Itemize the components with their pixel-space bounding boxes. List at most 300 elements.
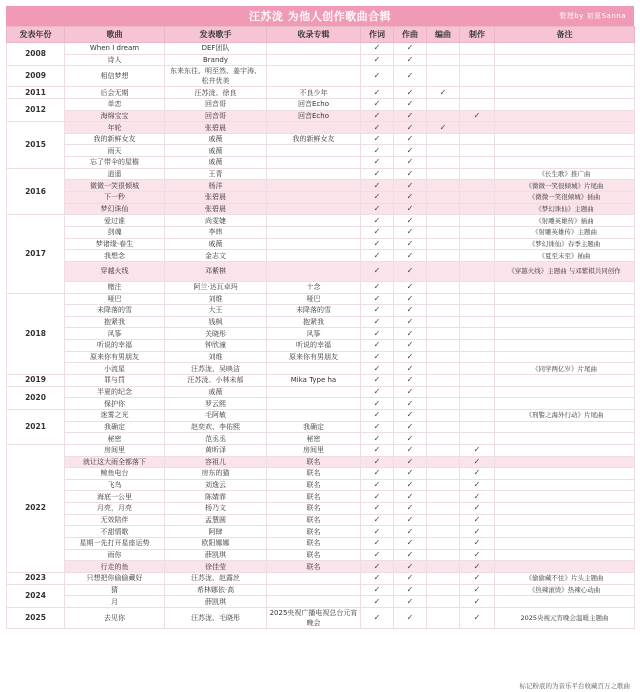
arrangement-check-cell [427, 468, 460, 480]
lyrics-check-cell [361, 433, 394, 445]
production-check-cell [460, 98, 495, 110]
composition-check-cell [394, 215, 427, 227]
lyrics-check-cell [361, 584, 394, 596]
check-icon: ✓ [406, 398, 414, 408]
composition-check-cell [394, 363, 427, 375]
check-icon: ✓ [439, 87, 447, 97]
lyrics-check-cell [361, 607, 394, 628]
check-icon: ✓ [373, 134, 381, 144]
composition-check-cell [394, 293, 427, 305]
table-row [7, 54, 635, 66]
song-cell: 我确定 [65, 421, 165, 433]
check-icon: ✓ [373, 266, 381, 276]
composition-check-cell [394, 168, 427, 180]
arrangement-check-cell [427, 54, 460, 66]
table-row [7, 479, 635, 491]
production-check-cell [460, 503, 495, 515]
check-icon: ✓ [373, 612, 381, 622]
song-cell: 抱紧我 [65, 316, 165, 328]
lyrics-check-cell [361, 503, 394, 515]
check-icon: ✓ [373, 526, 381, 536]
check-icon: ✓ [373, 71, 381, 81]
note-cell: 《微微一笑很倾城》插曲 [495, 192, 635, 204]
composition-check-cell [394, 607, 427, 628]
table-row [7, 215, 635, 227]
check-icon: ✓ [406, 180, 414, 190]
arrangement-check-cell [427, 491, 460, 503]
check-icon: ✓ [373, 43, 381, 53]
production-check-cell [460, 491, 495, 503]
header-row [7, 27, 635, 43]
composition-check-cell [394, 561, 427, 573]
arrangement-check-cell [427, 122, 460, 134]
check-icon: ✓ [406, 526, 414, 536]
composition-check-cell [394, 157, 427, 169]
check-icon: ✓ [406, 538, 414, 548]
header-song: 歌曲 [65, 27, 165, 43]
song-cell: 鲸鱼电台 [65, 468, 165, 480]
note-cell [495, 386, 635, 398]
singer-cell: 希林娜依·高 [165, 584, 267, 596]
lyrics-check-cell [361, 66, 394, 87]
album-cell: 联名 [267, 526, 361, 538]
check-icon: ✓ [406, 433, 414, 443]
arrangement-check-cell [427, 596, 460, 608]
album-cell [267, 203, 361, 215]
singer-cell: 汪苏泷、吴映洁 [165, 363, 267, 375]
composition-check-cell [394, 238, 427, 250]
lyrics-check-cell [361, 215, 394, 227]
arrangement-check-cell [427, 328, 460, 340]
production-check-cell [460, 203, 495, 215]
singer-cell: 张碧晨 [165, 122, 267, 134]
album-cell: 风筝 [267, 328, 361, 340]
production-check-cell [460, 43, 495, 55]
song-cell: 听说的幸福 [65, 340, 165, 352]
production-check-cell [460, 281, 495, 293]
note-cell [495, 87, 635, 99]
table-row [7, 180, 635, 192]
song-cell: 诗人 [65, 54, 165, 66]
note-cell [495, 526, 635, 538]
check-icon: ✓ [473, 596, 481, 606]
year-cell: 2011 [7, 87, 65, 99]
check-icon: ✓ [373, 110, 381, 120]
table-row [7, 87, 635, 99]
arrangement-check-cell [427, 157, 460, 169]
album-cell [267, 261, 361, 281]
check-icon: ✓ [406, 491, 414, 501]
check-icon: ✓ [406, 596, 414, 606]
album-cell: 联名 [267, 561, 361, 573]
album-cell: 抱紧我 [267, 316, 361, 328]
album-cell: 回音Echo [267, 98, 361, 110]
lyrics-check-cell [361, 491, 394, 503]
note-cell: 《热辣滚烫》热辣心动曲 [495, 584, 635, 596]
check-icon: ✓ [473, 491, 481, 501]
table-row [7, 261, 635, 281]
production-check-cell [460, 122, 495, 134]
production-check-cell [460, 409, 495, 421]
album-cell: 原来你有男朋友 [267, 351, 361, 363]
song-cell: 穿越火线 [65, 261, 165, 281]
album-cell: 不良少年 [267, 87, 361, 99]
note-cell: 《梦幻诛仙》春季主题曲 [495, 238, 635, 250]
arrangement-check-cell [427, 281, 460, 293]
album-cell [267, 192, 361, 204]
singer-cell: 大王 [165, 305, 267, 317]
table-row [7, 145, 635, 157]
lyrics-check-cell [361, 168, 394, 180]
singer-cell: 薛凯琪 [165, 549, 267, 561]
check-icon: ✓ [373, 238, 381, 248]
check-icon: ✓ [406, 375, 414, 385]
check-icon: ✓ [473, 515, 481, 525]
album-cell [267, 43, 361, 55]
check-icon: ✓ [373, 491, 381, 501]
lyrics-check-cell [361, 398, 394, 410]
note-cell: 2025央视元宵晚会温暖主题曲 [495, 607, 635, 628]
singer-cell: 钟欣潼 [165, 340, 267, 352]
lyrics-check-cell [361, 456, 394, 468]
arrangement-check-cell [427, 180, 460, 192]
production-check-cell [460, 421, 495, 433]
check-icon: ✓ [406, 282, 414, 292]
song-cell: 雨天 [65, 145, 165, 157]
composition-check-cell [394, 526, 427, 538]
check-icon: ✓ [373, 410, 381, 420]
arrangement-check-cell [427, 433, 460, 445]
arrangement-check-cell [427, 192, 460, 204]
table-row [7, 561, 635, 573]
composition-check-cell [394, 514, 427, 526]
composition-check-cell [394, 66, 427, 87]
album-cell: 联名 [267, 479, 361, 491]
composition-check-cell [394, 180, 427, 192]
page-title: 汪苏泷 为他人创作歌曲合辑 [248, 10, 392, 23]
note-cell [495, 375, 635, 387]
note-cell [495, 479, 635, 491]
check-icon: ✓ [373, 456, 381, 466]
table-row [7, 549, 635, 561]
check-icon: ✓ [406, 445, 414, 455]
table-row [7, 398, 635, 410]
check-icon: ✓ [406, 363, 414, 373]
table-row [7, 316, 635, 328]
check-icon: ✓ [406, 305, 414, 315]
singer-cell: 黄昕泽 [165, 444, 267, 456]
song-cell: 我的新鲜女友 [65, 133, 165, 145]
album-cell [267, 238, 361, 250]
production-check-cell [460, 305, 495, 317]
singer-cell: Brandy [165, 54, 267, 66]
album-cell: 2025央视广播电视总台元宵晚会 [267, 607, 361, 628]
composition-check-cell [394, 596, 427, 608]
album-cell [267, 145, 361, 157]
lyrics-check-cell [361, 180, 394, 192]
check-icon: ✓ [406, 99, 414, 109]
year-cell: 2018 [7, 293, 65, 374]
singer-cell: 刘维 [165, 351, 267, 363]
table-row [7, 203, 635, 215]
arrangement-check-cell [427, 607, 460, 628]
check-icon: ✓ [473, 549, 481, 559]
table-row [7, 468, 635, 480]
check-icon: ✓ [473, 561, 481, 571]
song-cell: 雨你 [65, 549, 165, 561]
table-row [7, 386, 635, 398]
check-icon: ✓ [406, 386, 414, 396]
album-cell: 回音Echo [267, 110, 361, 122]
composition-check-cell [394, 351, 427, 363]
arrangement-check-cell [427, 250, 460, 262]
song-cell: 不甜情歌 [65, 526, 165, 538]
note-cell [495, 157, 635, 169]
singer-cell: 杨洋 [165, 180, 267, 192]
song-cell: 相信梦想 [65, 66, 165, 87]
singer-cell: 范丞丞 [165, 433, 267, 445]
production-check-cell [460, 87, 495, 99]
composition-check-cell [394, 250, 427, 262]
singer-cell: 金志文 [165, 250, 267, 262]
note-cell [495, 43, 635, 55]
header-composition: 作曲 [394, 27, 427, 43]
production-check-cell [460, 572, 495, 584]
table-row [7, 110, 635, 122]
song-cell: 原来你有男朋友 [65, 351, 165, 363]
header-lyrics: 作词 [361, 27, 394, 43]
arrangement-check-cell [427, 409, 460, 421]
table-row [7, 133, 635, 145]
album-cell: 联名 [267, 514, 361, 526]
song-cell: 飞鸟 [65, 479, 165, 491]
album-cell [267, 180, 361, 192]
singer-cell: 薛凯琪 [165, 596, 267, 608]
check-icon: ✓ [373, 204, 381, 213]
check-icon: ✓ [473, 110, 481, 120]
check-icon: ✓ [373, 215, 381, 225]
album-cell: 秘密 [267, 433, 361, 445]
table-row [7, 491, 635, 503]
singer-cell: 王青 [165, 168, 267, 180]
composition-check-cell [394, 409, 427, 421]
arrangement-check-cell [427, 43, 460, 55]
composition-check-cell [394, 549, 427, 561]
song-cell: 星期一先打开星座运势 [65, 537, 165, 549]
check-icon: ✓ [406, 250, 414, 260]
check-icon: ✓ [373, 305, 381, 315]
lyrics-check-cell [361, 192, 394, 204]
production-check-cell [460, 180, 495, 192]
composition-check-cell [394, 226, 427, 238]
lyrics-check-cell [361, 87, 394, 99]
note-cell [495, 561, 635, 573]
header-year: 发表年份 [7, 27, 65, 43]
composition-check-cell [394, 468, 427, 480]
check-icon: ✓ [373, 250, 381, 260]
table-row [7, 250, 635, 262]
check-icon: ✓ [373, 87, 381, 97]
singer-cell: 阿肆 [165, 526, 267, 538]
singer-cell: 尚雯婕 [165, 215, 267, 227]
check-icon: ✓ [373, 503, 381, 513]
production-check-cell [460, 340, 495, 352]
singer-cell: 汪苏泷、赵露丝 [165, 572, 267, 584]
lyrics-check-cell [361, 549, 394, 561]
table-row [7, 157, 635, 169]
check-icon: ✓ [373, 538, 381, 548]
arrangement-check-cell [427, 66, 460, 87]
composition-check-cell [394, 122, 427, 134]
album-cell [267, 54, 361, 66]
song-cell: 梦诸缘·春生 [65, 238, 165, 250]
song-cell: 海绵宝宝 [65, 110, 165, 122]
arrangement-check-cell [427, 456, 460, 468]
singer-cell: 徐佳莹 [165, 561, 267, 573]
check-icon: ✓ [406, 134, 414, 144]
table-row [7, 596, 635, 608]
composition-check-cell [394, 398, 427, 410]
lyrics-check-cell [361, 537, 394, 549]
arrangement-check-cell [427, 203, 460, 215]
singer-cell: 回音哥 [165, 110, 267, 122]
singer-cell: 汪苏泷、徐良 [165, 87, 267, 99]
year-cell: 2017 [7, 215, 65, 293]
arrangement-check-cell [427, 526, 460, 538]
check-icon: ✓ [406, 169, 414, 179]
note-cell [495, 596, 635, 608]
lyrics-check-cell [361, 226, 394, 238]
arrangement-check-cell [427, 375, 460, 387]
composition-check-cell [394, 386, 427, 398]
arrangement-check-cell [427, 503, 460, 515]
composition-check-cell [394, 491, 427, 503]
note-cell [495, 98, 635, 110]
check-icon: ✓ [406, 503, 414, 513]
note-cell [495, 421, 635, 433]
song-cell: 年轮 [65, 122, 165, 134]
note-cell: 《长生歌》推广曲 [495, 168, 635, 180]
table-row [7, 168, 635, 180]
composition-check-cell [394, 98, 427, 110]
composition-check-cell [394, 328, 427, 340]
lyrics-check-cell [361, 351, 394, 363]
album-cell: 未降落的雪 [267, 305, 361, 317]
note-cell [495, 145, 635, 157]
table-row [7, 503, 635, 515]
production-check-cell [460, 514, 495, 526]
composition-check-cell [394, 572, 427, 584]
composition-check-cell [394, 133, 427, 145]
note-cell [495, 491, 635, 503]
check-icon: ✓ [406, 54, 414, 64]
song-cell: 我想念 [65, 250, 165, 262]
album-cell [267, 122, 361, 134]
header-singer: 发表歌手 [165, 27, 267, 43]
check-icon: ✓ [473, 445, 481, 455]
title-bar [6, 6, 634, 26]
table-row [7, 328, 635, 340]
arrangement-check-cell [427, 421, 460, 433]
table-row [7, 43, 635, 55]
check-icon: ✓ [373, 584, 381, 594]
singer-cell: 孟慧圆 [165, 514, 267, 526]
production-check-cell [460, 168, 495, 180]
header-note: 备注 [495, 27, 635, 43]
production-check-cell [460, 215, 495, 227]
check-icon: ✓ [406, 192, 414, 202]
singer-cell: 戚薇 [165, 145, 267, 157]
arrangement-check-cell [427, 261, 460, 281]
song-cell: 月 [65, 596, 165, 608]
check-icon: ✓ [373, 515, 381, 525]
arrangement-check-cell [427, 145, 460, 157]
check-icon: ✓ [406, 515, 414, 525]
arrangement-check-cell [427, 572, 460, 584]
lyrics-check-cell [361, 596, 394, 608]
composition-check-cell [394, 305, 427, 317]
check-icon: ✓ [406, 573, 414, 583]
album-cell [267, 584, 361, 596]
song-cell: 只想把你偷偷藏好 [65, 572, 165, 584]
header-arrangement: 编曲 [427, 27, 460, 43]
note-cell [495, 110, 635, 122]
song-cell: 下一秒 [65, 192, 165, 204]
composition-check-cell [394, 54, 427, 66]
song-cell: 后会无期 [65, 87, 165, 99]
lyrics-check-cell [361, 526, 394, 538]
lyrics-check-cell [361, 203, 394, 215]
song-cell: 半夏的纪念 [65, 386, 165, 398]
singer-cell: 李炜 [165, 226, 267, 238]
check-icon: ✓ [406, 204, 414, 213]
arrangement-check-cell [427, 479, 460, 491]
composition-check-cell [394, 537, 427, 549]
production-check-cell [460, 479, 495, 491]
production-check-cell [460, 444, 495, 456]
album-cell [267, 572, 361, 584]
album-cell: 我的新鲜女友 [267, 133, 361, 145]
production-check-cell [460, 433, 495, 445]
check-icon: ✓ [373, 282, 381, 292]
composition-check-cell [394, 87, 427, 99]
table-row [7, 351, 635, 363]
table-row [7, 340, 635, 352]
song-cell: 月亮，月亮 [65, 503, 165, 515]
lyrics-check-cell [361, 514, 394, 526]
arrangement-check-cell [427, 305, 460, 317]
note-cell: 《射雕英雄传》插曲 [495, 215, 635, 227]
lyrics-check-cell [361, 293, 394, 305]
check-icon: ✓ [373, 122, 381, 132]
song-cell: 风筝 [65, 328, 165, 340]
note-cell [495, 514, 635, 526]
lyrics-check-cell [361, 98, 394, 110]
lyrics-check-cell [361, 328, 394, 340]
composition-check-cell [394, 421, 427, 433]
note-cell [495, 54, 635, 66]
check-icon: ✓ [406, 266, 414, 276]
song-cell: 哑巴 [65, 293, 165, 305]
song-cell: 爱过谁 [65, 215, 165, 227]
composition-check-cell [394, 281, 427, 293]
lyrics-check-cell [361, 133, 394, 145]
note-cell: 《偷偷藏不住》片头主题曲 [495, 572, 635, 584]
lyrics-check-cell [361, 340, 394, 352]
header-production: 制作 [460, 27, 495, 43]
song-cell: 海底一公里 [65, 491, 165, 503]
production-check-cell [460, 328, 495, 340]
